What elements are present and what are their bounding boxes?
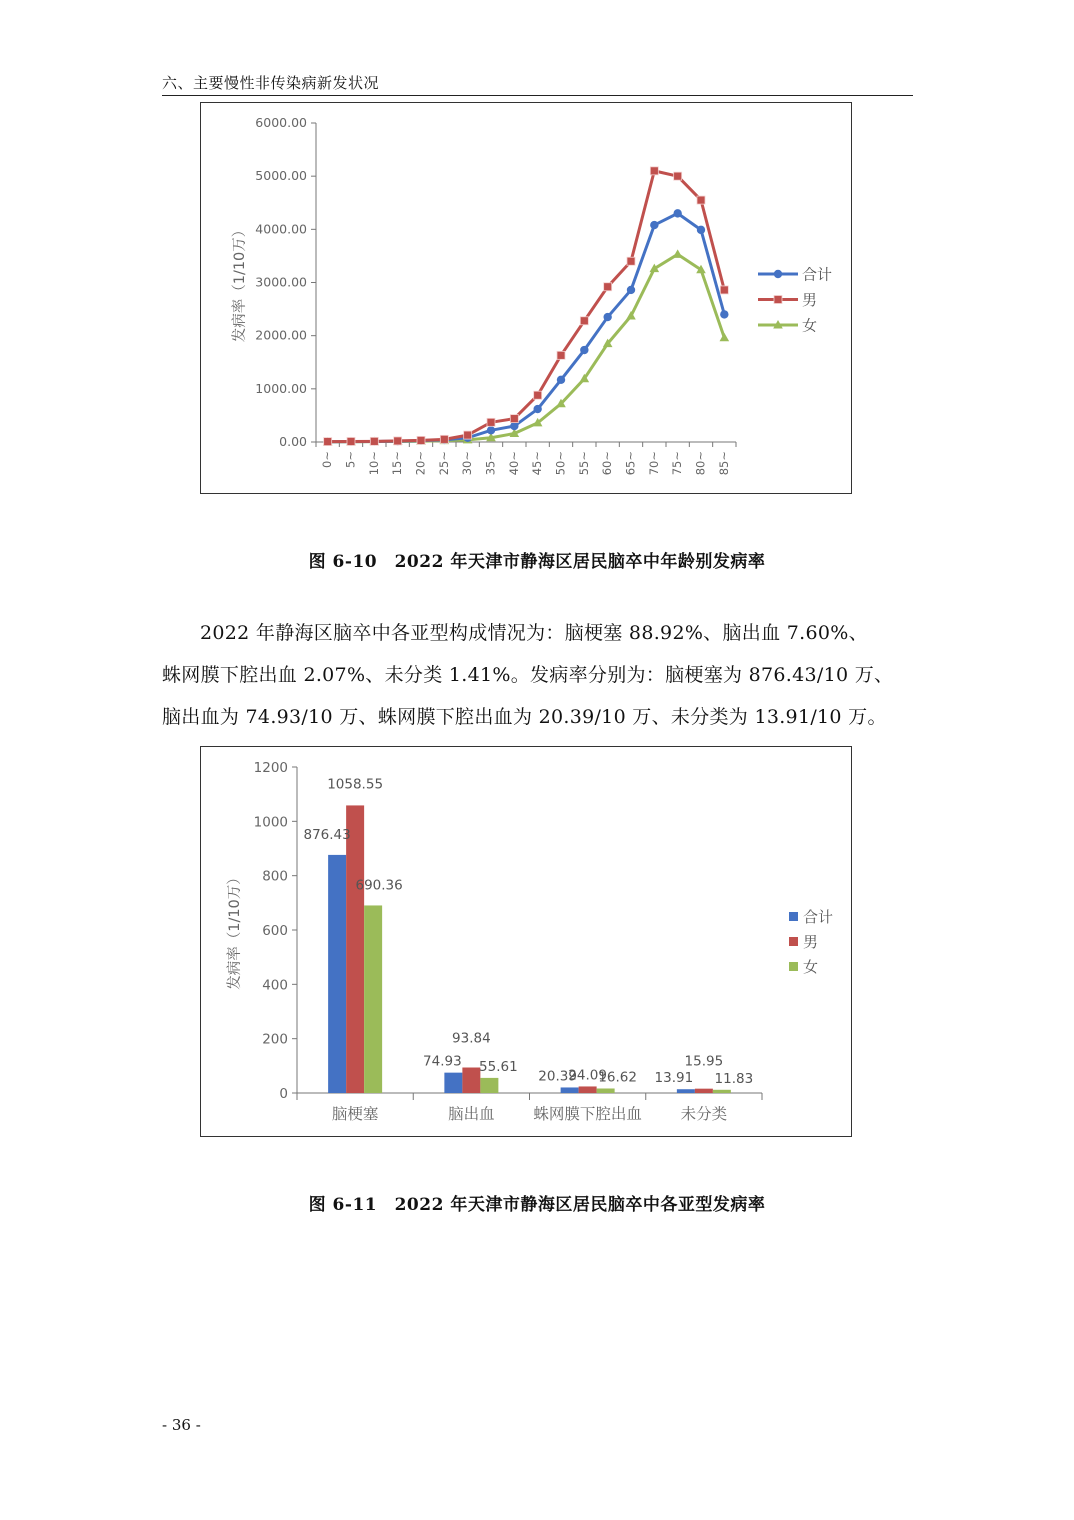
y-tick-label: 6000.00 (255, 115, 307, 130)
data-point (673, 209, 681, 217)
data-point (557, 376, 565, 384)
x-tick-label: 25~ (436, 451, 451, 476)
legend-swatch (789, 937, 798, 946)
y-axis-title: 发病率（1/10万） (232, 222, 248, 343)
bar (328, 855, 346, 1093)
data-point (650, 221, 658, 229)
x-tick-label: 85~ (716, 451, 731, 476)
data-point (510, 422, 518, 430)
line-chart-figure (200, 102, 852, 494)
x-tick-label: 70~ (646, 451, 661, 476)
x-tick-label: 75~ (670, 451, 685, 476)
y-tick-label: 600 (262, 923, 288, 939)
data-point (394, 437, 402, 445)
paragraph-line-1: 2022 年静海区脑卒中各亚型构成情况为：脑梗塞 88.92%、脑出血 7.60%、 (200, 622, 868, 644)
legend-item (789, 933, 818, 951)
legend-item (789, 908, 833, 926)
y-tick-label: 1000.00 (255, 380, 307, 396)
y-tick-label: 1000 (253, 814, 288, 831)
x-tick-label: 蛛网膜下腔出血 (533, 1105, 642, 1123)
y-tick-label: 800 (262, 868, 288, 885)
legend-swatch (789, 962, 798, 971)
data-label: 876.43 (303, 826, 351, 843)
bar (597, 1088, 615, 1093)
data-point (487, 418, 495, 426)
x-tick-label: 10~ (366, 451, 381, 476)
x-tick-label: 55~ (576, 451, 591, 476)
x-tick-label: 未分类 (680, 1105, 728, 1123)
bar (713, 1090, 731, 1093)
x-tick-label: 35~ (483, 451, 498, 476)
data-point (650, 167, 658, 175)
series-0 (323, 209, 728, 446)
data-label: 55.61 (479, 1058, 518, 1075)
y-tick-label: 0.00 (279, 434, 307, 449)
bar-chart (201, 747, 851, 1136)
data-label: 16.62 (598, 1069, 637, 1086)
data-point (557, 351, 565, 359)
x-tick-label: 60~ (600, 451, 615, 476)
y-tick-label: 400 (262, 977, 288, 994)
x-tick-label: 15~ (390, 451, 405, 476)
legend-swatch (789, 912, 798, 921)
data-point (417, 436, 425, 444)
data-point (580, 346, 588, 354)
page-number: - 36 - (162, 1416, 201, 1434)
data-point (673, 249, 683, 257)
x-tick-label: 65~ (623, 451, 638, 476)
x-tick-label: 0~ (320, 451, 335, 468)
data-point (720, 310, 728, 318)
data-label: 13.91 (654, 1070, 694, 1087)
data-point (697, 226, 705, 234)
paragraph-line-3: 脑出血为 74.93/10 万、蛛网膜下腔出血为 20.39/10 万、未分类为 13.91/10 万。 (162, 706, 887, 728)
x-tick-label: 30~ (460, 451, 475, 476)
data-label: 24.09 (568, 1067, 607, 1084)
bar (444, 1073, 462, 1093)
x-tick-label: 50~ (553, 451, 568, 476)
data-point (510, 415, 518, 423)
data-label: 690.36 (355, 877, 403, 894)
data-label: 74.93 (423, 1053, 462, 1070)
legend-item (758, 317, 817, 335)
line-chart (201, 103, 851, 493)
bar (579, 1086, 597, 1093)
legend-label: 合计 (802, 265, 833, 284)
data-point (533, 405, 541, 413)
data-point (720, 286, 728, 294)
y-tick-label: 4000.00 (255, 221, 307, 237)
series-1 (324, 167, 729, 446)
legend-marker (774, 296, 782, 304)
legend-marker (774, 270, 782, 278)
x-tick-label: 20~ (413, 451, 428, 476)
legend-label: 女 (802, 316, 818, 335)
data-point (487, 426, 495, 434)
body-paragraph (162, 612, 914, 738)
data-label: 1058.55 (327, 776, 384, 793)
data-point (720, 333, 730, 342)
x-tick-label: 45~ (530, 451, 545, 476)
legend-label: 男 (802, 291, 818, 309)
y-tick-label: 3000.00 (255, 274, 307, 290)
bar (462, 1068, 480, 1093)
data-point (464, 431, 472, 439)
legend-label: 合计 (803, 908, 834, 926)
data-point (370, 437, 378, 445)
figure-caption-6-11: 图 6-11 2022 年天津市静海区居民脑卒中各亚型发病率 (308, 1195, 766, 1215)
bar (346, 805, 364, 1093)
data-point (534, 391, 542, 399)
x-tick-label: 40~ (506, 451, 521, 476)
data-point (580, 317, 588, 325)
data-label: 93.84 (452, 1030, 491, 1047)
bar (695, 1089, 713, 1093)
bar (677, 1089, 695, 1093)
legend-item (758, 266, 832, 284)
data-point (697, 196, 705, 204)
data-label: 15.95 (684, 1053, 724, 1070)
y-tick-label: 5000.00 (255, 168, 307, 184)
bar (561, 1087, 579, 1093)
bar-chart-figure (200, 746, 852, 1137)
legend-label: 男 (803, 933, 819, 951)
running-head: 六、主要慢性非传染病新发状况 (162, 74, 380, 92)
figure-caption-6-10: 图 6-10 2022 年天津市静海区居民脑卒中年龄别发病率 (308, 552, 766, 572)
data-label: 11.83 (714, 1070, 754, 1087)
data-point (674, 172, 682, 180)
data-point (324, 438, 332, 446)
data-point (604, 283, 612, 291)
y-tick-label: 2000.00 (255, 327, 307, 343)
y-tick-label: 0 (279, 1086, 288, 1102)
series-line (328, 254, 725, 442)
data-point (603, 313, 611, 321)
legend-item (758, 291, 817, 309)
y-axis-title: 发病率（1/10万） (227, 870, 243, 990)
data-label: 20.39 (538, 1068, 577, 1085)
paragraph-line-2: 蛛网膜下腔出血 2.07%、未分类 1.41%。发病率分别为：脑梗塞为 876.43/10 万、 (162, 664, 894, 686)
x-tick-label: 80~ (693, 451, 708, 476)
data-point (440, 435, 448, 443)
y-tick-label: 200 (262, 1031, 288, 1048)
data-point (627, 286, 635, 294)
legend-item (789, 958, 818, 976)
bar (480, 1078, 498, 1093)
legend-label: 女 (803, 958, 819, 976)
x-tick-label: 5~ (343, 451, 358, 468)
y-tick-label: 1200 (253, 760, 288, 776)
series-line (328, 171, 725, 442)
header-rule (162, 95, 913, 96)
x-tick-label: 脑出血 (448, 1105, 495, 1123)
x-tick-label: 脑梗塞 (331, 1105, 379, 1123)
bar (364, 905, 382, 1093)
data-point (347, 437, 355, 445)
data-point (627, 257, 635, 265)
